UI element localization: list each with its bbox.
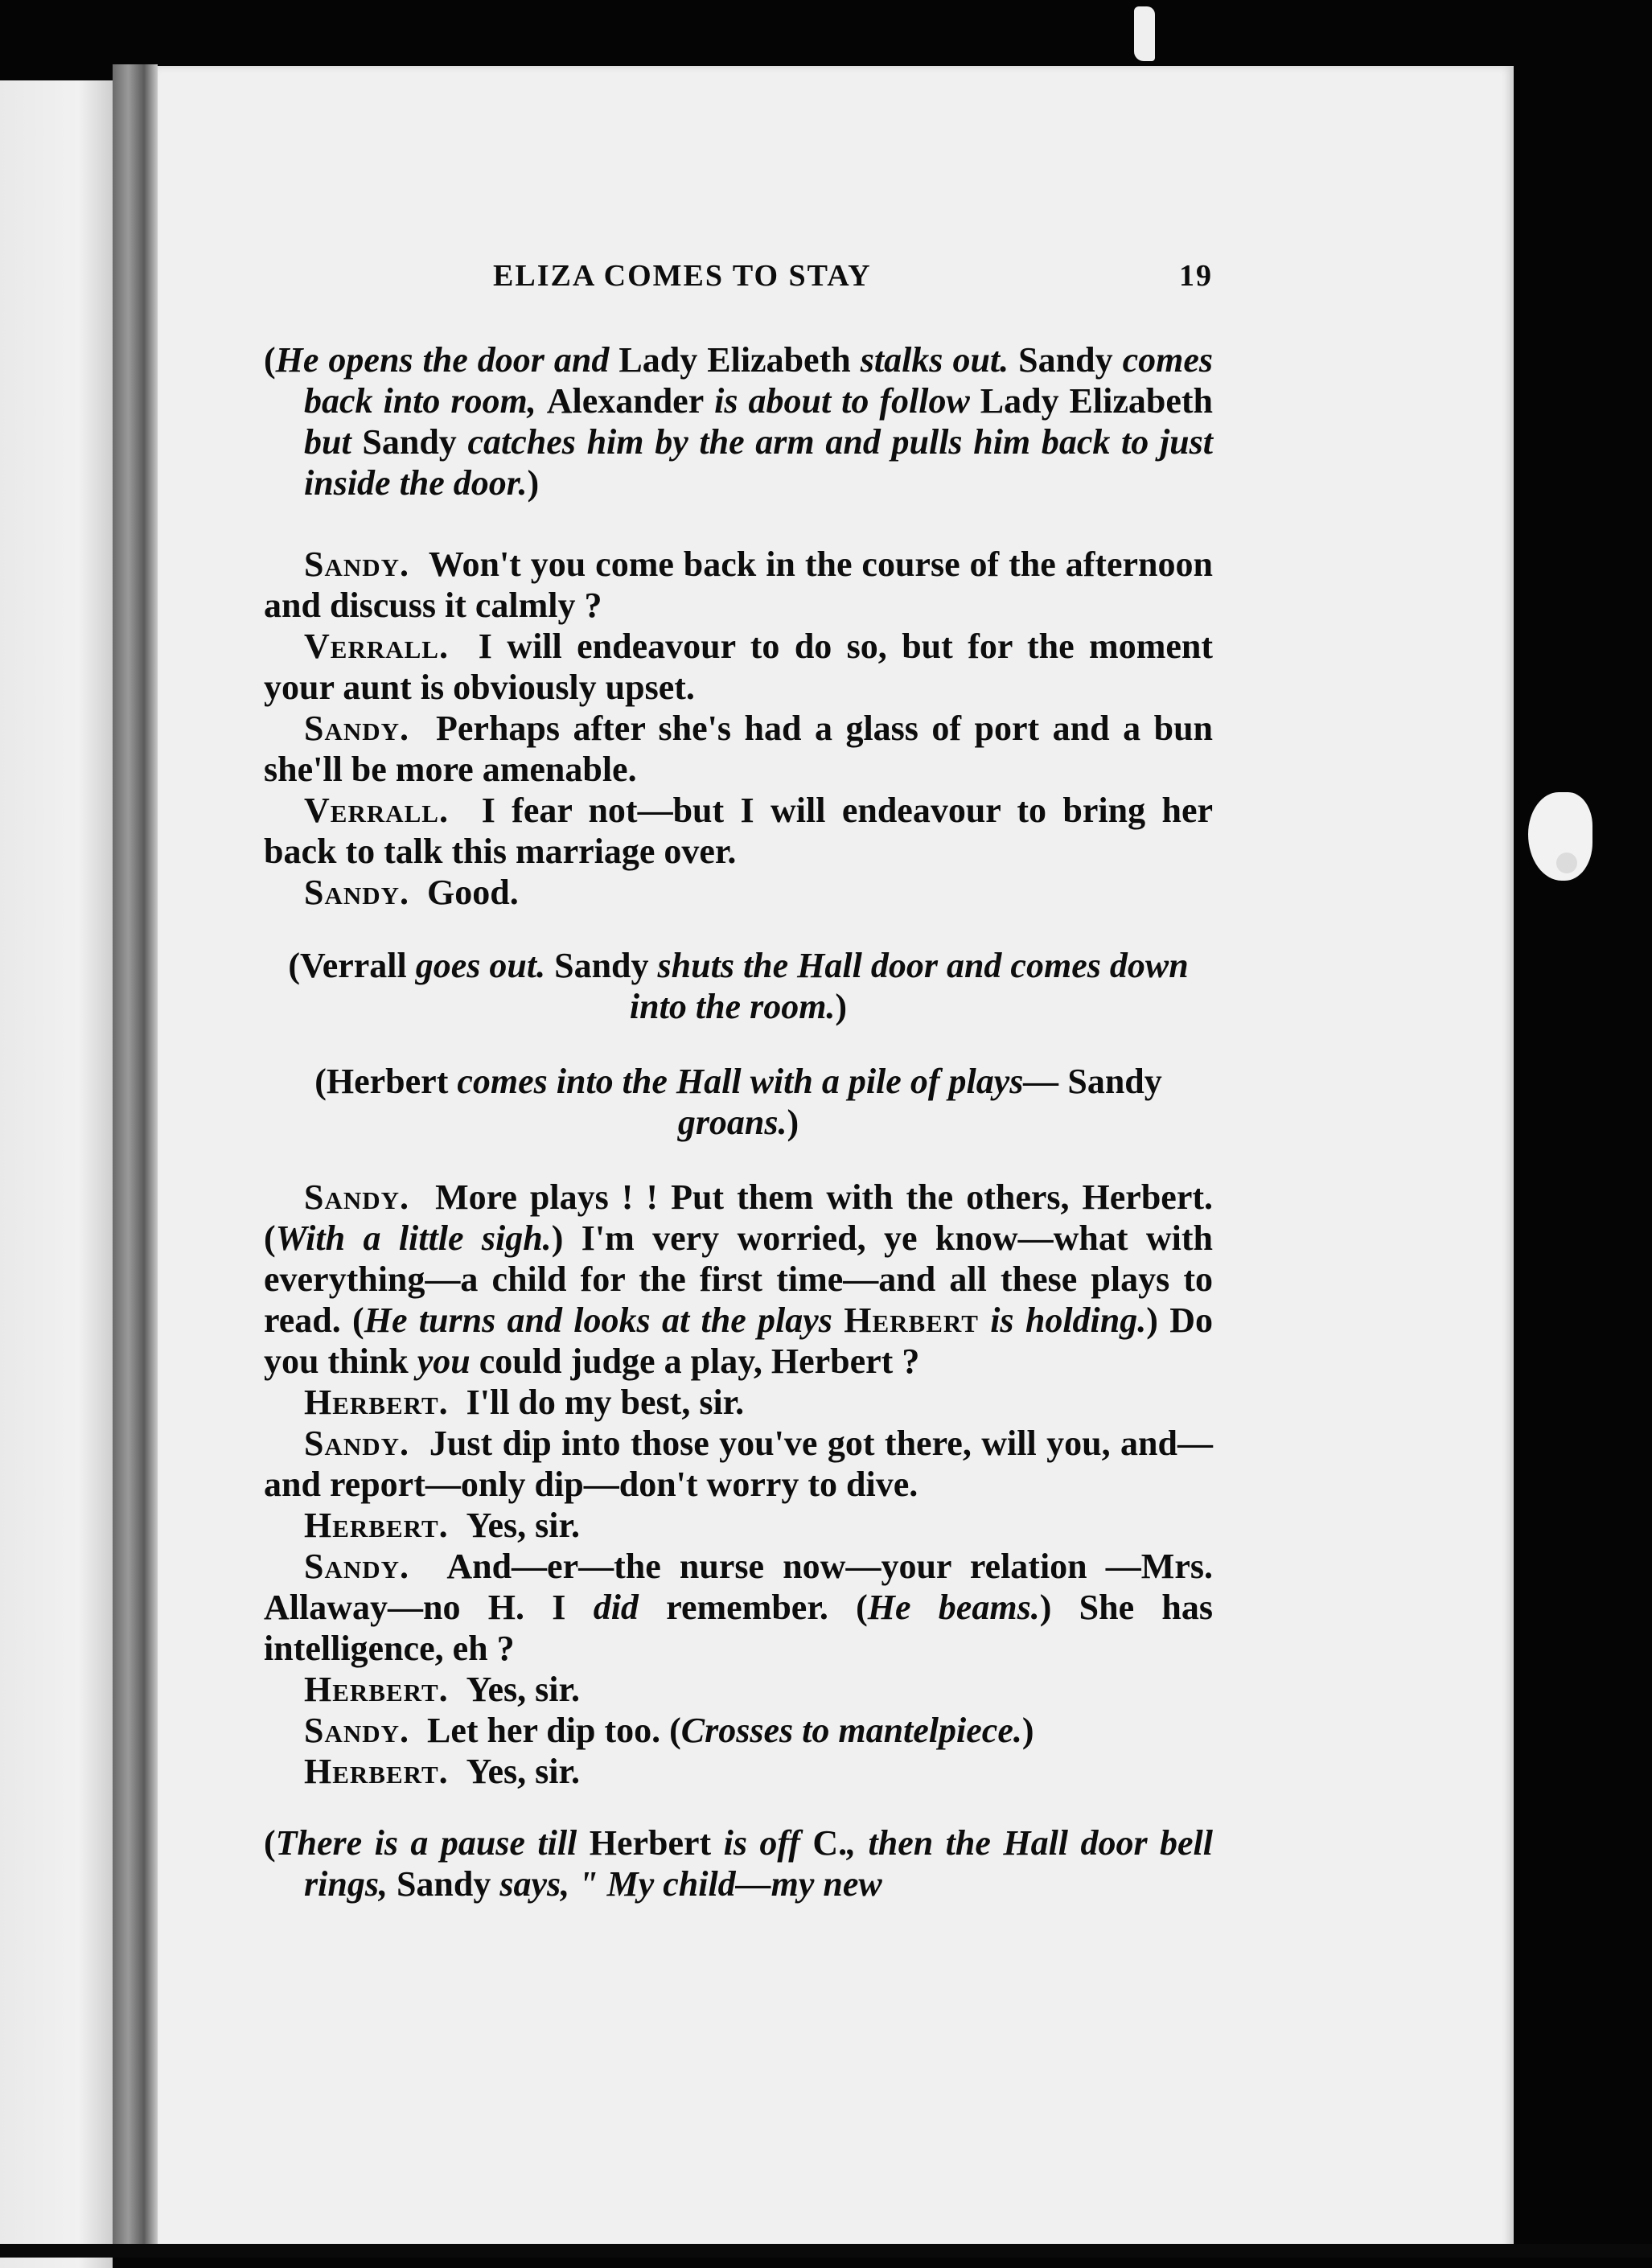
- speech-text: Just dip into those you've got there, will you, and—and report—only dip—don't worry to dive.: [264, 1424, 1213, 1504]
- character-name: Verrall: [299, 946, 407, 985]
- sd-text: groans.: [677, 1103, 787, 1142]
- spacer: [264, 913, 1213, 945]
- speech-text: More plays ! ! Put them with the others, Herbert. (: [264, 1177, 1214, 1258]
- sd-text: is about to follow: [704, 381, 980, 421]
- speech-text: remember. (: [638, 1588, 868, 1627]
- stage-direction-exit: [264, 339, 1213, 503]
- speech: [264, 1423, 1213, 1505]
- page-text: [264, 256, 1213, 1945]
- speaker-name: Herbert.: [304, 1506, 449, 1545]
- sd-text: There is a pause till: [275, 1823, 590, 1863]
- paren: ): [787, 1103, 799, 1142]
- dialogue-block-2: [264, 1382, 1213, 1546]
- speech-sandy-dip: [264, 1710, 1213, 1751]
- speaker-name: Sandy.: [304, 709, 410, 748]
- running-head-title: ELIZA COMES TO STAY: [493, 259, 872, 293]
- speech: [264, 1751, 1213, 1792]
- paren: ): [527, 463, 540, 503]
- sd-text: is off: [711, 1823, 813, 1863]
- speaker-name: Herbert.: [304, 1752, 449, 1791]
- speech: [264, 1505, 1213, 1546]
- sd-text: says, " My child—my new: [491, 1864, 882, 1904]
- paren: (: [264, 340, 276, 380]
- sd-text: catches him by the arm and pulls him back to just inside the door.: [304, 422, 1213, 503]
- speech-sandy-plays: [264, 1177, 1213, 1382]
- speech-text: ): [1021, 1711, 1034, 1750]
- emphasis: did: [593, 1588, 639, 1627]
- character-name: Sandy: [1018, 340, 1113, 380]
- paren: (: [314, 1062, 327, 1101]
- sd-text: comes back into room,: [304, 340, 1213, 421]
- inline-direction: He turns and looks at the plays: [364, 1300, 844, 1340]
- speaker-name: Sandy.: [304, 1177, 410, 1217]
- character-name: Herbert: [844, 1300, 979, 1340]
- speech-text: I'll do my best, sir.: [466, 1383, 745, 1422]
- inline-direction: is holding.: [978, 1300, 1147, 1340]
- character-name: Sandy: [1067, 1062, 1162, 1101]
- speech-sandy-nurse: [264, 1546, 1213, 1669]
- sd-text: stalks out.: [850, 340, 1019, 380]
- speech: [264, 790, 1213, 872]
- speaker-name: Sandy.: [304, 1424, 410, 1463]
- speaker-name: Verrall.: [304, 791, 449, 830]
- inline-direction: He beams.: [867, 1588, 1040, 1627]
- paper-tear-mark: [1134, 6, 1155, 61]
- speaker-name: Sandy.: [304, 1547, 410, 1586]
- sd-text: goes out.: [406, 946, 555, 985]
- character-name: Alexander: [546, 381, 705, 421]
- speech-text: ) Do you think: [264, 1300, 1213, 1381]
- book-gutter: [113, 64, 158, 2258]
- speech-text: could judge a play, Herbert ?: [470, 1341, 920, 1381]
- speaker-name: Herbert.: [304, 1383, 449, 1422]
- speech-text: Let her dip too. (: [427, 1711, 681, 1750]
- paper-scrap-dot: [1556, 853, 1577, 873]
- page-number: 19: [1179, 259, 1213, 293]
- speech-text: ) She has intelligence, eh ?: [264, 1588, 1213, 1668]
- speaker-name: Herbert.: [304, 1670, 449, 1709]
- character-name: Sandy: [362, 422, 457, 462]
- speaker-name: Sandy.: [304, 873, 410, 912]
- speech: [264, 1669, 1213, 1710]
- stage-direction-doorbell: [264, 1822, 1213, 1904]
- stage-direction-herbert-enters: [264, 1061, 1213, 1143]
- stage-position: C.: [812, 1823, 848, 1863]
- character-name: Sandy: [396, 1864, 491, 1904]
- facing-page-edge: [0, 80, 113, 2268]
- speech-text: Yes, sir.: [466, 1506, 581, 1545]
- stage-direction-verrall-exit: [264, 945, 1213, 1027]
- speech-text: Yes, sir.: [466, 1752, 581, 1791]
- speech-text: Good.: [427, 873, 519, 912]
- speech-text: Won't you come back in the course of the afternoon and discuss it calmly ?: [264, 544, 1214, 625]
- sd-text: but: [304, 422, 363, 462]
- character-name: Herbert: [589, 1823, 712, 1863]
- speech-text: ) I'm very worried, ye know—what with everything—a child for the first time—and all these plays to read. (: [264, 1218, 1213, 1340]
- emphasis: you: [417, 1341, 471, 1381]
- inline-direction: Crosses to mantelpiece.: [680, 1711, 1022, 1750]
- character-name: Lady Elizabeth: [618, 340, 851, 380]
- character-name: Herbert: [326, 1062, 449, 1101]
- speech: [264, 1382, 1213, 1423]
- speech-text: I will endeavour to do so, but for the moment your aunt is obviously upset.: [264, 627, 1213, 707]
- speaker-name: Sandy.: [304, 1711, 410, 1750]
- speech: [264, 708, 1213, 790]
- sd-text: , then the Hall door bell rings,: [304, 1823, 1213, 1904]
- speaker-name: Sandy.: [304, 544, 410, 584]
- sd-text: comes into the Hall with a pile of plays—: [448, 1062, 1068, 1101]
- speech-text: And—er—the nurse now—your relation —Mrs. Allaway—no H. I: [264, 1547, 1213, 1627]
- speaker-name: Verrall.: [304, 627, 449, 666]
- paren: (: [288, 946, 300, 985]
- dialogue-block-1: [264, 544, 1213, 913]
- paren: (: [264, 1823, 276, 1863]
- inline-direction: With a little sigh.: [275, 1218, 552, 1258]
- running-head: [264, 256, 1213, 304]
- scan-bottom-border: [0, 2244, 1652, 2258]
- speech-text: Perhaps after she's had a glass of port and a bun she'll be more amenable.: [264, 709, 1214, 789]
- sd-text: shuts the Hall door and comes down into the room.: [629, 946, 1189, 1026]
- character-name: Lady Elizabeth: [980, 381, 1213, 421]
- speech: [264, 544, 1213, 626]
- sd-text: He opens the door and: [275, 340, 619, 380]
- speech-text: I fear not—but I will endeavour to bring her back to talk this marriage over.: [264, 791, 1214, 871]
- paren: ): [835, 987, 848, 1026]
- speech-text: Yes, sir.: [466, 1670, 581, 1709]
- speech: [264, 626, 1213, 708]
- character-name: Sandy: [554, 946, 649, 985]
- speech: [264, 872, 1213, 913]
